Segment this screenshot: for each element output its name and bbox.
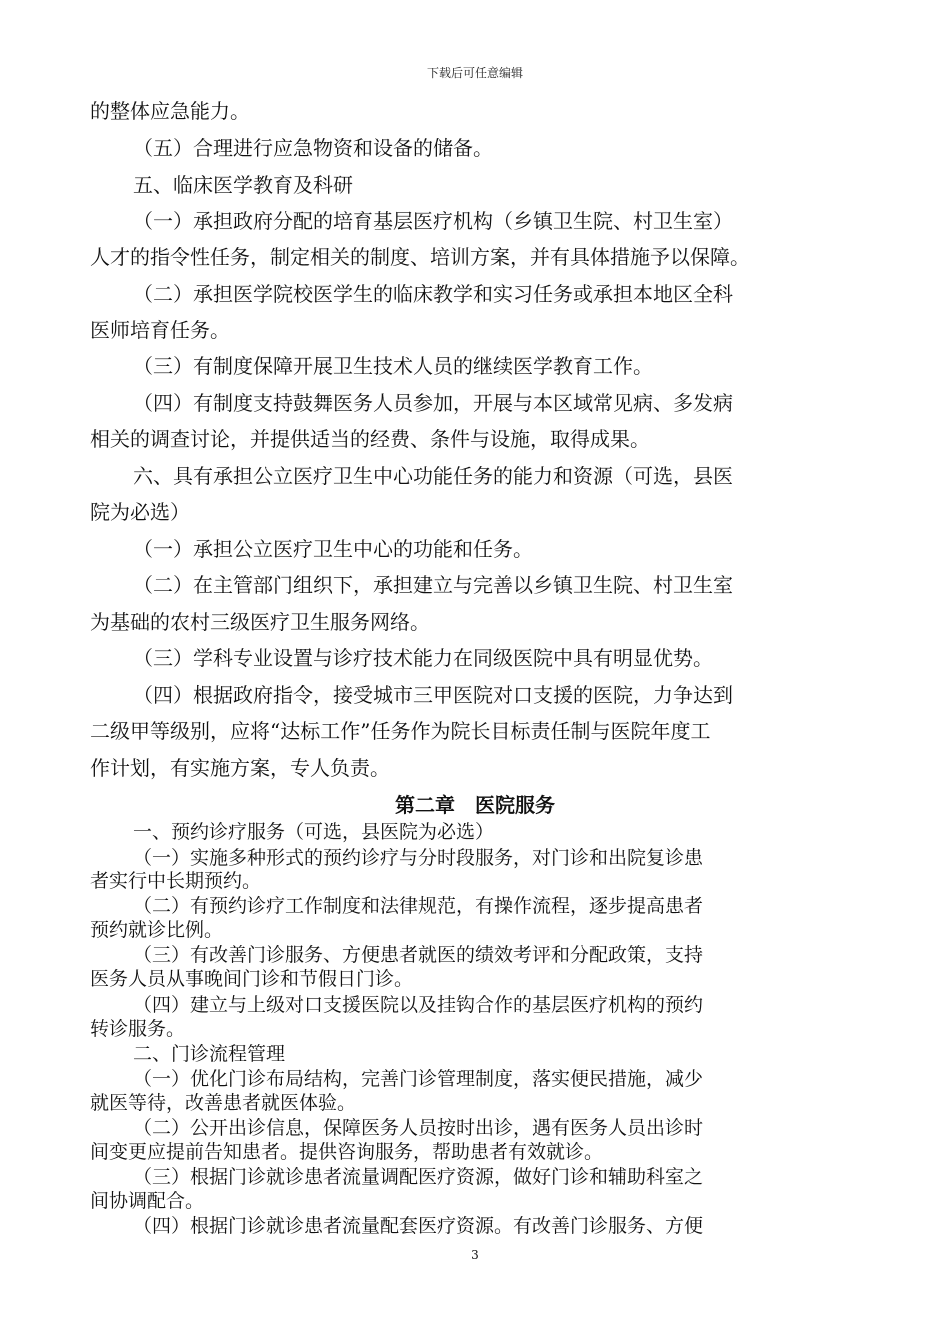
paragraph-line: （一）承担政府分配的培育基层医疗机构（乡镇卫生院、村卫生室） [133,209,733,233]
paragraph-line: 二级甲等级别，应将“达标工作”任务作为院长目标责任制与医院年度工 [90,719,711,743]
paragraph-line: （四）根据门诊就诊患者流量配套医疗资源。有改善门诊服务、方便 [133,1215,704,1237]
paragraph-line: （三）有改善门诊服务、方便患者就医的绩效考评和分配政策，支持 [133,944,704,966]
paragraph-line: 转诊服务。 [90,1018,186,1040]
paragraph-line: 为基础的农村三级医疗卫生服务网络。 [90,610,430,634]
paragraph-line: （一）实施多种形式的预约诊疗与分时段服务，对门诊和出院复诊患 [133,847,704,869]
paragraph-line: 间协调配合。 [90,1190,205,1212]
paragraph-line: （三）根据门诊就诊患者流量调配医疗资源，做好门诊和辅助科室之 [133,1166,704,1188]
section-heading: 二、门诊流程管理 [133,1043,286,1065]
paragraph-line: （四）有制度支持鼓舞医务人员参加，开展与本区域常见病、多发病 [133,391,733,415]
paragraph-line: （二）承担医学院校医学生的临床教学和实习任务或承担本地区全科 [133,282,733,306]
paragraph-line: （五）合理进行应急物资和设备的储备。 [133,136,493,160]
paragraph-line: （一）承担公立医疗卫生中心的功能和任务。 [133,537,533,561]
paragraph-line: 就医等待，改善患者就医体验。 [90,1092,357,1114]
paragraph-line: （一）优化门诊布局结构，完善门诊管理制度，落实便民措施，减少 [133,1068,704,1090]
paragraph-line: （四）根据政府指令，接受城市三甲医院对口支援的医院，力争达到 [133,683,733,707]
paragraph-line: （二）公开出诊信息，保障医务人员按时出诊，遇有医务人员出诊时 [133,1117,704,1139]
paragraph-line: （二）有预约诊疗工作制度和法律规范，有操作流程，逐步提高患者 [133,895,704,917]
paragraph-line: 间变更应提前告知患者。提供咨询服务，帮助患者有效就诊。 [90,1141,604,1163]
chapter-title: 第二章 医院服务 [395,793,555,817]
paragraph-line: 医务人员从事晚间门诊和节假日门诊。 [90,968,414,990]
section-heading: 一、预约诊疗服务（可选，县医院为必选） [133,821,495,843]
page-header: 下载后可任意编辑 [426,66,523,80]
paragraph-line: 医师培育任务。 [90,318,230,342]
section-heading: 五、临床医学教育及科研 [133,173,353,197]
paragraph-line: 者实行中长期预约。 [90,870,262,892]
paragraph-line: （二）在主管部门组织下，承担建立与完善以乡镇卫生院、村卫生室 [133,573,733,597]
paragraph-line: 院为必选） [90,500,190,524]
section-heading: 六、具有承担公立医疗卫生中心功能任务的能力和资源（可选，县医 [133,464,733,488]
paragraph-line: （四）建立与上级对口支援医院以及挂钩合作的基层医疗机构的预约 [133,994,704,1016]
paragraph-line: 相关的调查讨论，并提供适当的经费、条件与设施，取得成果。 [90,427,650,451]
paragraph-line: 人才的指令性任务，制定相关的制度、培训方案，并有具体措施予以保障。 [90,245,750,269]
page-number: 3 [471,1248,479,1262]
paragraph-line: 作计划，有实施方案，专人负责。 [90,756,390,780]
paragraph-line: 预约就诊比例。 [90,919,224,941]
paragraph-line: （三）有制度保障开展卫生技术人员的继续医学教育工作。 [133,354,653,378]
paragraph-line: 的整体应急能力。 [90,99,250,123]
paragraph-line: （三）学科专业设置与诊疗技术能力在同级医院中具有明显优势。 [133,646,713,670]
